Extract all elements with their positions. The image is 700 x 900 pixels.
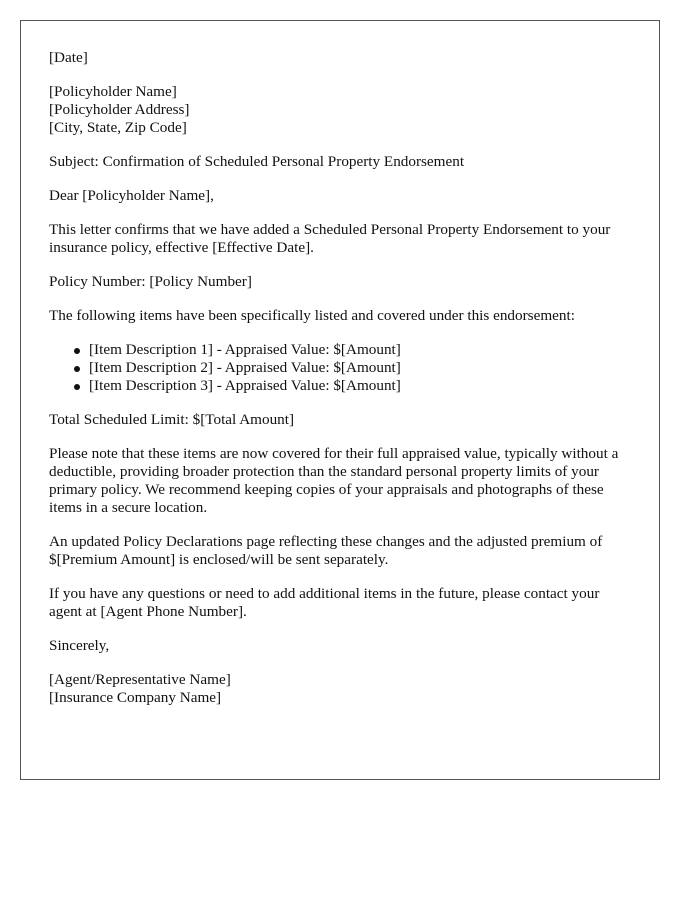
scheduled-items-list — [49, 341, 631, 395]
letter-salutation: Dear [Policyholder Name], — [49, 187, 214, 204]
recipient-city-state-zip: [City, State, Zip Code] — [49, 119, 187, 136]
list-item-text: [Item Description 2] - Appraised Value: $[Amount] — [89, 359, 401, 376]
policy-number: Policy Number: [Policy Number] — [49, 273, 252, 290]
letter-closing: Sincerely, — [49, 637, 110, 654]
letter-subject: Subject: Confirmation of Scheduled Personal Property Endorsement — [49, 153, 465, 170]
letter-date: [Date] — [49, 49, 88, 66]
list-item — [89, 341, 631, 359]
recipient-address-block — [49, 83, 631, 137]
items-intro-paragraph: The following items have been specifically listed and covered under this endorsement: — [49, 307, 575, 324]
list-item-text: [Item Description 1] - Appraised Value: $[Amount] — [89, 341, 401, 358]
bullet-icon — [74, 384, 80, 390]
total-scheduled-limit: Total Scheduled Limit: $[Total Amount] — [49, 411, 295, 428]
company-name: [Insurance Company Name] — [49, 689, 222, 706]
contact-paragraph: If you have any questions or need to add additional items in the future, please contact your agent at [Agent Phone Number]. — [49, 585, 600, 620]
bullet-icon — [74, 348, 80, 354]
recipient-address: [Policyholder Address] — [49, 101, 190, 118]
agent-name: [Agent/Representative Name] — [49, 671, 231, 688]
signature-block — [49, 671, 631, 707]
letter-page — [20, 20, 660, 780]
list-item — [89, 359, 631, 377]
list-item — [89, 377, 631, 395]
intro-paragraph: This letter confirms that we have added a Scheduled Personal Property Endorsement to your insurance policy, effective [Effective Date]. — [49, 221, 611, 256]
declarations-paragraph: An updated Policy Declarations page reflecting these changes and the adjusted premium of $[Premium Amount] is enclosed/will be sent separately. — [49, 533, 603, 568]
list-item-text: [Item Description 3] - Appraised Value: $[Amount] — [89, 377, 401, 394]
coverage-note-paragraph: Please note that these items are now covered for their full appraised value, typically without a deductible, providing broader protection than the standard personal property limits of your primary policy. We recommend keeping copies of your appraisals and photographs of these items in a secure location. — [49, 445, 619, 516]
bullet-icon — [74, 366, 80, 372]
recipient-name: [Policyholder Name] — [49, 83, 177, 100]
